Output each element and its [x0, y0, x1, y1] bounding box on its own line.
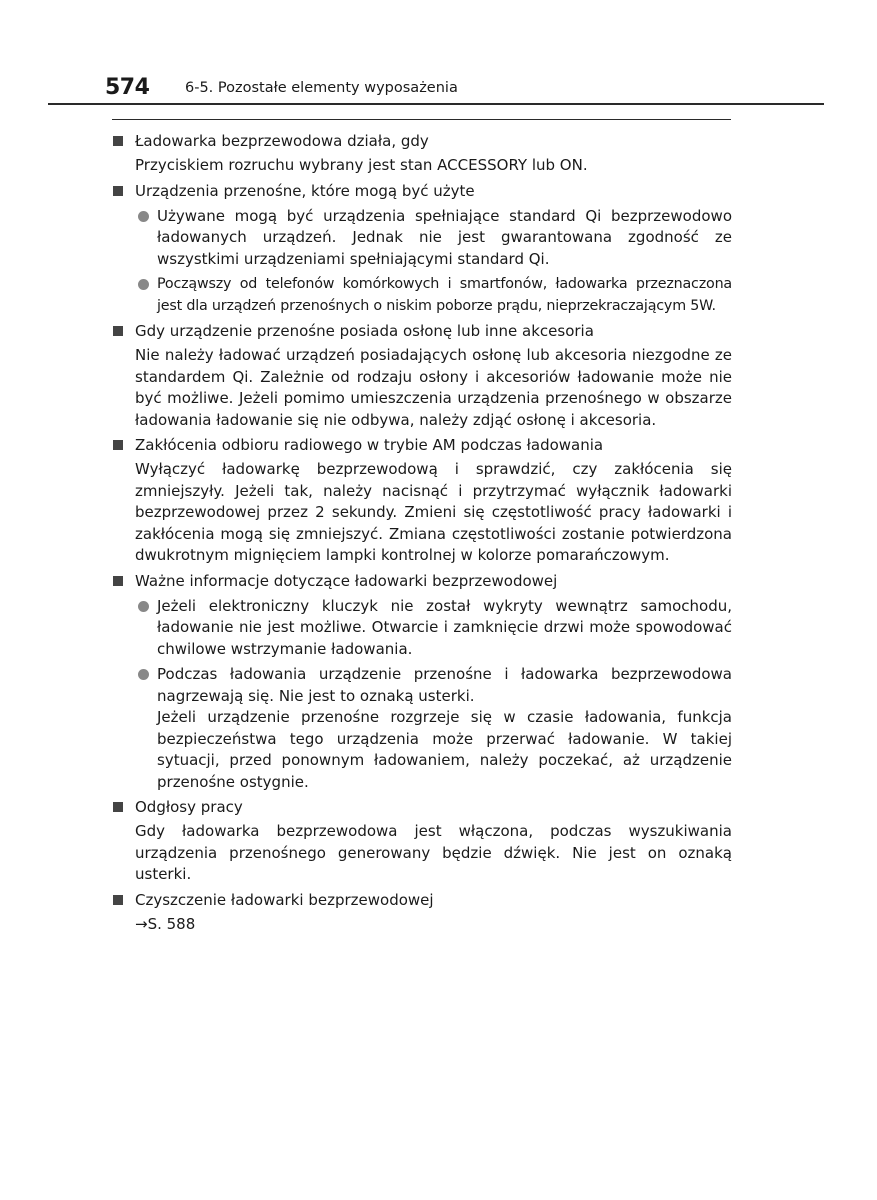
square-bullet-icon [113, 136, 123, 146]
section-operating-noise [112, 796, 732, 886]
square-bullet-icon [113, 895, 123, 905]
list-item: Począwszy od telefonów komórkowych i smartfonów, ładowarka przeznaczona jest dla urządzeń przenośnych o niskim poborze prądu, nieprzekraczającym 5W. [112, 274, 732, 317]
page-content [112, 127, 732, 935]
section-usable-devices [112, 180, 732, 318]
square-bullet-icon [113, 186, 123, 196]
square-bullet-icon [113, 326, 123, 336]
section-charger-works-when [112, 130, 732, 177]
content-top-divider [112, 119, 731, 120]
section-text: Nie należy ładować urządzeń posiadających osłonę lub akcesoria niezgodne ze standardem Qi. Zależnie od rodzaju osłony i akcesoriów ładowanie może nie być możliwe. Jeżeli pomimo umieszczenia urządzenia przenośnego w obszarze ładowania ładowanie się nie odbywa, należy zdjąć osłonę i akcesoria. [135, 346, 732, 429]
circle-bullet-icon [138, 669, 149, 680]
section-heading: Urządzenia przenośne, które mogą być użyte [112, 180, 732, 202]
section-text: Przyciskiem rozruchu wybrany jest stan ACCESSORY lub ON. [135, 156, 588, 174]
section-text: Wyłączyć ładowarkę bezprzewodową i sprawdzić, czy zakłócenia się zmniejszyły. Jeżeli tak, należy nacisnąć i przytrzymać wyłącznik ładowarki bezprzewodowej przez 2 sekundy. Zmieni się częstotliwość pracy ładowarki i zakłócenia mogą się zmniejszyć. Zmiana częstotliwości zostanie potwierdzona dwukrotnym mignięciem lampki kontrolnej w kolorze pomarańczowym. [135, 460, 732, 564]
page-header [105, 75, 825, 103]
section-text: Gdy ładowarka bezprzewodowa jest włączona, podczas wyszukiwania urządzenia przenośnego generowany będzie dźwięk. Nie jest on oznaką usterki. [135, 822, 732, 883]
section-heading: Gdy urządzenie przenośne posiada osłonę lub inne akcesoria [112, 320, 732, 342]
section-heading: Zakłócenia odbioru radiowego w trybie AM podczas ładowania [112, 434, 732, 456]
section-am-interference [112, 434, 732, 567]
page-reference: →S. 588 [135, 914, 196, 933]
header-divider [48, 103, 824, 105]
section-cleaning [112, 889, 732, 936]
section-important-info [112, 570, 732, 794]
section-heading: Ważne informacje dotyczące ładowarki bezprzewodowej [112, 570, 732, 592]
chapter-title: 6-5. Pozostałe elementy wyposażenia [185, 80, 458, 96]
square-bullet-icon [113, 576, 123, 586]
square-bullet-icon [113, 440, 123, 450]
list-item: Podczas ładowania urządzenie przenośne i ładowarka bezprzewodowa nagrzewają się. Nie jest to oznaką usterki. Jeżeli urządzenie przenośne rozgrzeje się w czasie ładowania, funkcja bezpieczeństwa tego urządzenia może przerwać ładowanie. W takiej sytuacji, przed ponownym ładowaniem, należy poczekać, aż urządzenie przenośne ostygnie. [112, 664, 732, 793]
circle-bullet-icon [138, 211, 149, 222]
list-item: Jeżeli elektroniczny kluczyk nie został wykryty wewnątrz samochodu, ładowanie nie jest możliwe. Otwarcie i zamknięcie drzwi może spowodować chwilowe wstrzymanie ładowania. [112, 596, 732, 661]
circle-bullet-icon [138, 601, 149, 612]
list-item: Używane mogą być urządzenia spełniające standard Qi bezprzewodowo ładowanych urządzeń. Jednak nie jest gwarantowana zgodność ze wszystkimi urządzeniami spełniającymi standard Qi. [112, 206, 732, 271]
circle-bullet-icon [138, 279, 149, 290]
section-cover-accessories [112, 320, 732, 431]
section-heading: Odgłosy pracy [112, 796, 732, 818]
section-heading: Ładowarka bezprzewodowa działa, gdy [112, 130, 732, 152]
square-bullet-icon [113, 802, 123, 812]
section-heading: Czyszczenie ładowarki bezprzewodowej [112, 889, 732, 911]
page-number: 574 [105, 75, 150, 100]
